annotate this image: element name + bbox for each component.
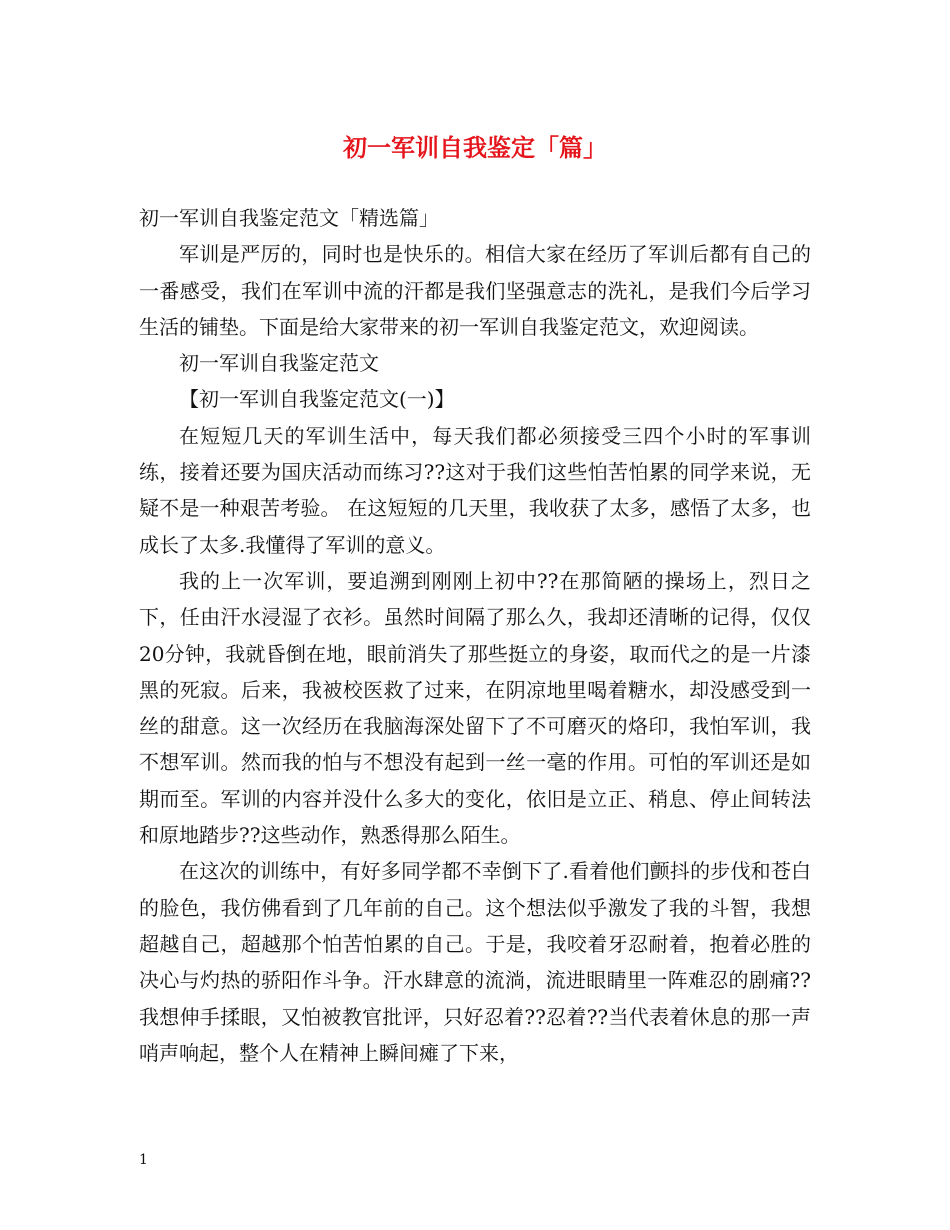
document-subtitle: 初一军训自我鉴定范文「精选篇」 bbox=[139, 206, 439, 230]
section-heading: 初一军训自我鉴定范文 bbox=[179, 351, 379, 376]
body-paragraph-1: 在短短几天的军训生活中，每天我们都必须接受三四个小时的军事训练，接着还要为国庆活动而练习??这对于我们这些怕苦怕累的同学来说，无疑不是一种艰苦考验。 在这短短的几天里，我收获了太多，感悟了太多，也成长了太多.我懂得了军训的意义。 bbox=[139, 423, 811, 557]
body-paragraph-2: 我的上一次军训，要追溯到刚刚上初中??在那简陋的操场上，烈日之下，任由汗水浸湿了衣衫。虽然时间隔了那么久，我却还清晰的记得，仅仅20分钟，我就昏倒在地，眼前消失了那些挺立的身姿，取而代之的是一片漆黑的死寂。后来，我被校医救了过来，在阴凉地里喝着糖水，却没感受到一丝的甜意。这一次经历在我脑海深处留下了不可磨灭的烙印，我怕军训，我不想军训。然而我的怕与不想没有起到一丝一毫的作用。可怕的军训还是如期而至。军训的内容并没什么多大的变化，依旧是立正、稍息、停止间转法和原地踏步??这些动作，熟悉得那么陌生。 bbox=[139, 568, 811, 848]
document-title: 初一军训自我鉴定「篇」 bbox=[343, 133, 607, 162]
intro-paragraph: 军训是严厉的，同时也是快乐的。相信大家在经历了军训后都有自己的一番感受，我们在军训中流的汗都是我们坚强意志的洗礼，是我们今后学习生活的铺垫。下面是给大家带来的初一军训自我鉴定范文，欢迎阅读。 bbox=[139, 242, 811, 339]
body-paragraph-3: 在这次的训练中，有好多同学都不幸倒下了.看着他们颤抖的步伐和苍白的脸色，我仿佛看到了几年前的自己。这个想法似乎激发了我的斗智，我想超越自己，超越那个怕苦怕累的自己。于是，我咬着牙忍耐着，抱着必胜的决心与灼热的骄阳作斗争。汗水肆意的流淌，流进眼睛里一阵难忍的剧痛??我想伸手揉眼，又怕被教官批评，只好忍着??忍着??当代表着休息的那一声哨声响起，整个人在精神上瞬间瘫了下来， bbox=[139, 859, 811, 1065]
page-number: 1 bbox=[139, 1152, 148, 1168]
sample-heading: 【初一军训自我鉴定范文(一)】 bbox=[179, 387, 455, 412]
document-body bbox=[139, 200, 811, 1071]
